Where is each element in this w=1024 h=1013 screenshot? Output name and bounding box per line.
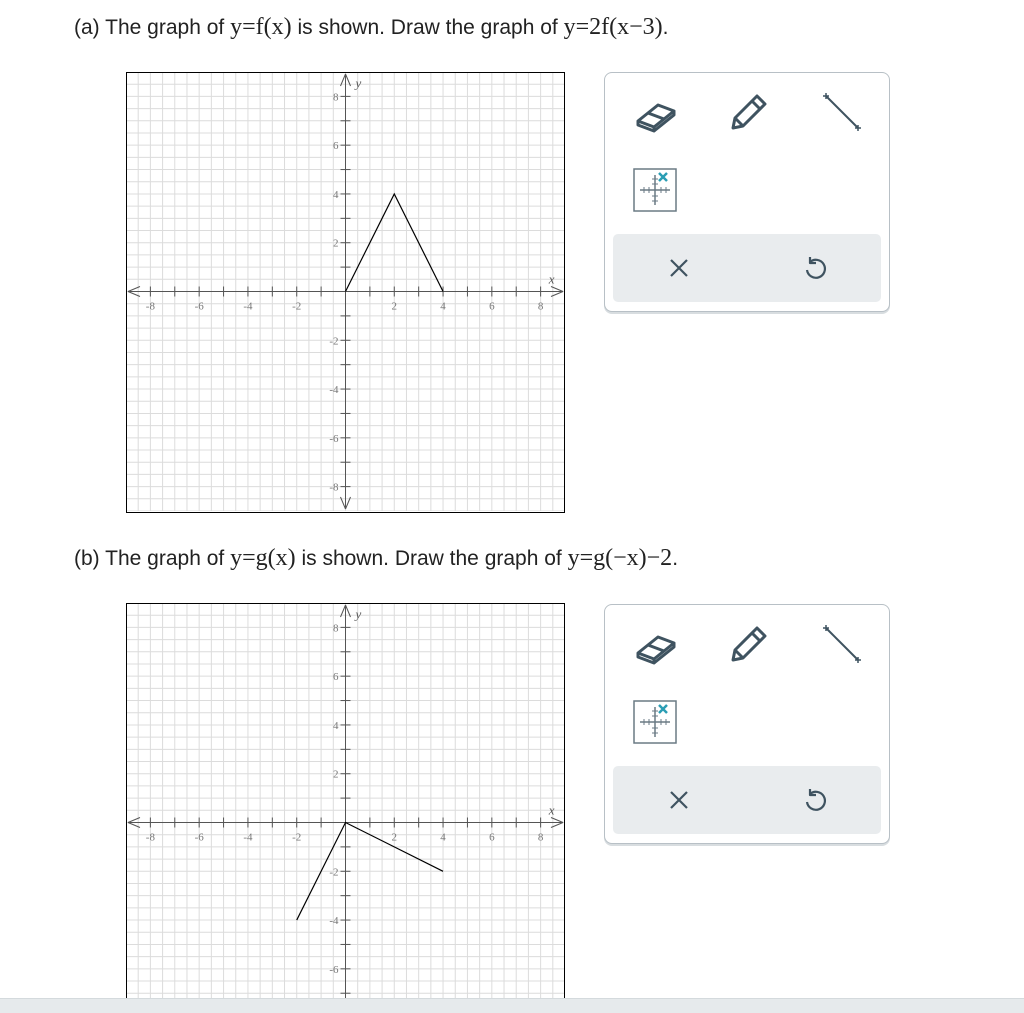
- y-tick-label: 6: [333, 140, 339, 153]
- y-tick-label: 8: [333, 622, 339, 635]
- action-bar-b: [613, 766, 881, 834]
- pencil-icon: [723, 88, 773, 138]
- x-tick-label: 8: [537, 300, 544, 313]
- prompt-a-label: (a): [74, 16, 100, 39]
- undo-button-b[interactable]: [787, 772, 843, 828]
- y-tick-label: 2: [333, 768, 339, 781]
- y-tick-label: -4: [329, 384, 339, 397]
- action-bar-a: [613, 234, 881, 302]
- y-axis-label: y: [355, 75, 362, 91]
- prompt-a-target-function: y=2f(x−3): [563, 14, 663, 40]
- y-tick-label: 6: [333, 671, 339, 684]
- x-tick-label: -4: [243, 300, 253, 313]
- x-tick-label: -6: [194, 831, 204, 844]
- x-tick-label: 4: [440, 831, 446, 844]
- pencil-tool-a[interactable]: [720, 85, 776, 141]
- line-tool-b[interactable]: [813, 617, 869, 673]
- y-axis-label: y: [355, 606, 362, 622]
- undo-button-a[interactable]: [787, 240, 843, 296]
- prompt-b-given-function: y=g(x): [230, 545, 296, 571]
- clear-button-a[interactable]: [651, 240, 707, 296]
- y-tick-label: 4: [333, 188, 339, 201]
- x-tick-label: 4: [440, 300, 446, 313]
- x-tick-label: 8: [537, 831, 544, 844]
- prompt-a-text-before: The graph of: [105, 16, 225, 39]
- x-axis-label: x: [548, 802, 555, 818]
- graph-b[interactable]: [126, 603, 565, 998]
- y-tick-label: -4: [329, 915, 339, 928]
- prompt-a-given-function: y=f(x): [230, 14, 292, 40]
- y-tick-label: -6: [329, 432, 339, 445]
- prompt-a-end: .: [662, 16, 669, 39]
- y-tick-label: -6: [329, 963, 339, 976]
- x-tick-label: -2: [292, 831, 302, 844]
- y-tick-label: -2: [329, 866, 339, 879]
- toolbox-b: [604, 604, 890, 844]
- x-tick-label: -4: [243, 831, 253, 844]
- prompt-b-target-function: y=g(−x)−2: [567, 545, 673, 571]
- prompt-b-label: (b): [74, 547, 100, 570]
- clear-icon: [666, 255, 692, 281]
- x-tick-label: 6: [489, 300, 495, 313]
- pencil-icon: [723, 620, 773, 670]
- graph-b-canvas[interactable]: [126, 603, 565, 998]
- line-tool-a[interactable]: [813, 85, 869, 141]
- x-tick-label: -8: [145, 300, 155, 313]
- line-segment-icon: [816, 88, 866, 138]
- toolbox-a: [604, 72, 890, 312]
- bottom-scroll-bar: [0, 998, 1024, 1013]
- eraser-icon: [630, 627, 680, 667]
- graph-zoom-icon: [632, 167, 678, 213]
- x-tick-label: 2: [391, 300, 398, 313]
- graph-a[interactable]: [126, 72, 565, 511]
- x-tick-label: -8: [145, 831, 155, 844]
- eraser-tool-b[interactable]: [627, 619, 683, 675]
- y-tick-label: 8: [333, 91, 339, 104]
- eraser-tool-a[interactable]: [627, 87, 683, 143]
- prompt-b-text-middle: is shown. Draw the graph of: [301, 547, 562, 570]
- eraser-icon: [630, 95, 680, 135]
- x-tick-label: -2: [292, 300, 302, 313]
- prompt-b-end: .: [672, 547, 679, 570]
- prompt-a-text-middle: is shown. Draw the graph of: [297, 16, 558, 39]
- y-tick-label: 2: [333, 237, 339, 250]
- graph-a-canvas[interactable]: [126, 72, 565, 511]
- pencil-tool-b[interactable]: [720, 617, 776, 673]
- prompt-b-text-before: The graph of: [105, 547, 225, 570]
- graph-zoom-tool-a[interactable]: [627, 162, 683, 218]
- clear-button-b[interactable]: [651, 772, 707, 828]
- x-tick-label: 6: [489, 831, 495, 844]
- clear-icon: [666, 787, 692, 813]
- graph-zoom-icon: [632, 699, 678, 745]
- prompt-a: [74, 14, 668, 41]
- prompt-b: [74, 545, 678, 572]
- line-segment-icon: [816, 620, 866, 670]
- graph-zoom-tool-b[interactable]: [627, 694, 683, 750]
- undo-icon: [801, 254, 829, 282]
- x-axis-label: x: [548, 271, 555, 287]
- undo-icon: [801, 786, 829, 814]
- x-tick-label: 2: [391, 831, 398, 844]
- x-tick-label: -6: [194, 300, 204, 313]
- y-tick-label: 4: [333, 719, 339, 732]
- y-tick-label: -2: [329, 335, 339, 348]
- y-tick-label: -8: [329, 481, 339, 494]
